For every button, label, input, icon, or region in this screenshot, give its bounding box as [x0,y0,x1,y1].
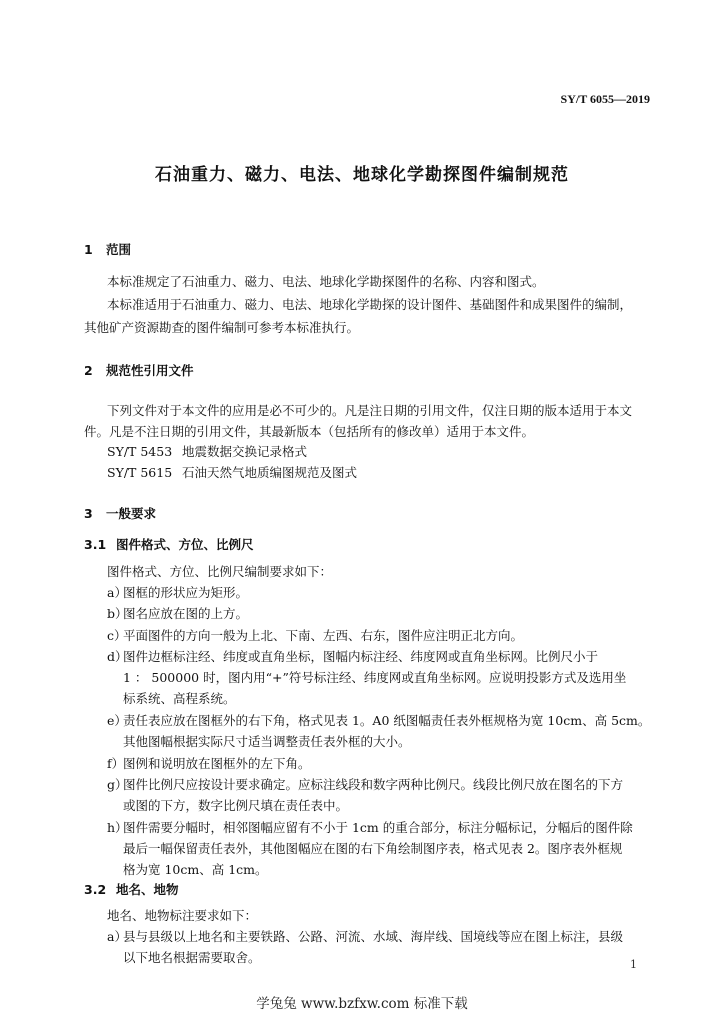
list-item-text: 图名应放在图的上方。 [123,606,249,621]
paragraph-line: 下列文件对于本文件的应用是必不可少的。凡是注日期的引用文件，仅注日期的版本适用于本文 [107,403,633,418]
document-title: 石油重力、磁力、电法、地球化学勘探图件编制规范 [155,165,569,185]
list-item-continuation: 最后一幅保留责任表外，其他图幅应在图的右下角绘制图序表，格式见表 2。图序表外框规 [123,841,623,856]
list-marker: h） [107,820,128,835]
list-marker: f） [107,756,125,771]
paragraph-line: 其他矿产资源勘查的图件编制可参考本标准执行。 [84,320,360,335]
list-item [107,626,523,644]
list-item-text: 责任表应放在图框外的右下角，格式见表 1。A0 纸图幅责任表外框规格为宽 10cm、高 5cm。 [123,713,651,728]
list-item-continuation: 标系统、高程系统。 [123,691,236,706]
reference-title: 石油天然气地质编图规范及图式 [182,465,358,480]
list-item-text: 平面图件的方向一般为上北、下南、左西、右东，图件应注明正北方向。 [123,628,524,643]
standard-code: SY/T 6055—2019 [560,92,650,106]
list-item-continuation: 1 ： 500000 时，图内用“+”符号标注经、纬度网或直角坐标网。应说明投影方式及选用坐 [123,670,627,685]
list-item [107,754,311,772]
list-item-text: 图件需要分幅时，相邻图幅应留有不小于 1cm 的重合部分，标注分幅标记，分幅后的图件除 [123,820,633,835]
section-title: 范围 [106,242,132,257]
subsection-title: 图件格式、方位、比例尺 [116,537,254,552]
list-marker: b） [107,606,128,621]
subsection-3-1-heading [84,535,254,553]
list-marker: a） [107,585,127,600]
list-item [107,711,650,729]
section-number: 3 [84,506,93,521]
subsection-3-2-heading [84,880,179,898]
list-item-continuation: 格为宽 10cm、高 1cm。 [123,862,268,877]
list-marker: e） [107,713,127,728]
list-item-continuation: 或图的下方，数字比例尺填在责任表中。 [123,798,349,813]
reference-item [107,442,307,460]
list-item-text: 县与县级以上地名和主要铁路、公路、河流、水域、海岸线、国境线等应在图上标注，县级 [123,929,624,944]
section-title: 规范性引用文件 [106,363,194,378]
list-item [107,604,248,622]
list-item [107,647,598,665]
list-intro: 图件格式、方位、比例尺编制要求如下： [107,564,333,579]
section-2-heading [84,361,194,379]
section-3-heading [84,504,156,522]
subsection-title: 地名、地物 [116,882,179,897]
list-item-continuation: 以下地名根据需要取舍。 [123,950,261,965]
page-number: 1 [630,958,637,971]
section-number: 2 [84,363,93,378]
paragraph-line: 本标准适用于石油重力、磁力、电法、地球化学勘探的设计图件、基础图件和成果图件的编制， [107,297,633,312]
subsection-number: 3.1 [84,537,107,552]
reference-title: 地震数据交换记录格式 [182,444,308,459]
list-item [107,775,623,793]
list-item-text: 图例和说明放在图框外的左下角。 [123,756,311,771]
footer-watermark: 学兔兔 www.bzfxw.com 标准下载 [256,996,468,1012]
paragraph-line: 件。凡是不注日期的引用文件，其最新版本（包括所有的修改单）适用于本文件。 [84,424,535,439]
list-marker: c） [107,628,127,643]
list-item [107,818,633,836]
list-marker: d） [107,649,128,664]
list-item [107,583,248,601]
list-marker: g） [107,777,128,792]
section-number: 1 [84,242,93,257]
reference-item [107,463,357,481]
list-item-text: 图件边框标注经、纬度或直角坐标，图幅内标注经、纬度网或直角坐标网。比例尺小于 [123,649,599,664]
list-item-continuation: 其他图幅根据实际尺寸适当调整责任表外框的大小。 [123,734,411,749]
section-title: 一般要求 [106,506,157,521]
list-item-text: 图件比例尺应按设计要求确定。应标注线段和数字两种比例尺。线段比例尺放在图名的下方 [123,777,624,792]
list-marker: a） [107,929,127,944]
section-1-heading [84,240,131,258]
list-item-text: 图框的形状应为矩形。 [123,585,249,600]
reference-code: SY/T 5453 [107,444,173,459]
reference-code: SY/T 5615 [107,465,173,480]
paragraph-line: 本标准规定了石油重力、磁力、电法、地球化学勘探图件的名称、内容和图式。 [107,274,545,289]
list-item [107,927,623,945]
subsection-number: 3.2 [84,882,107,897]
list-intro: 地名、地物标注要求如下： [107,908,258,923]
